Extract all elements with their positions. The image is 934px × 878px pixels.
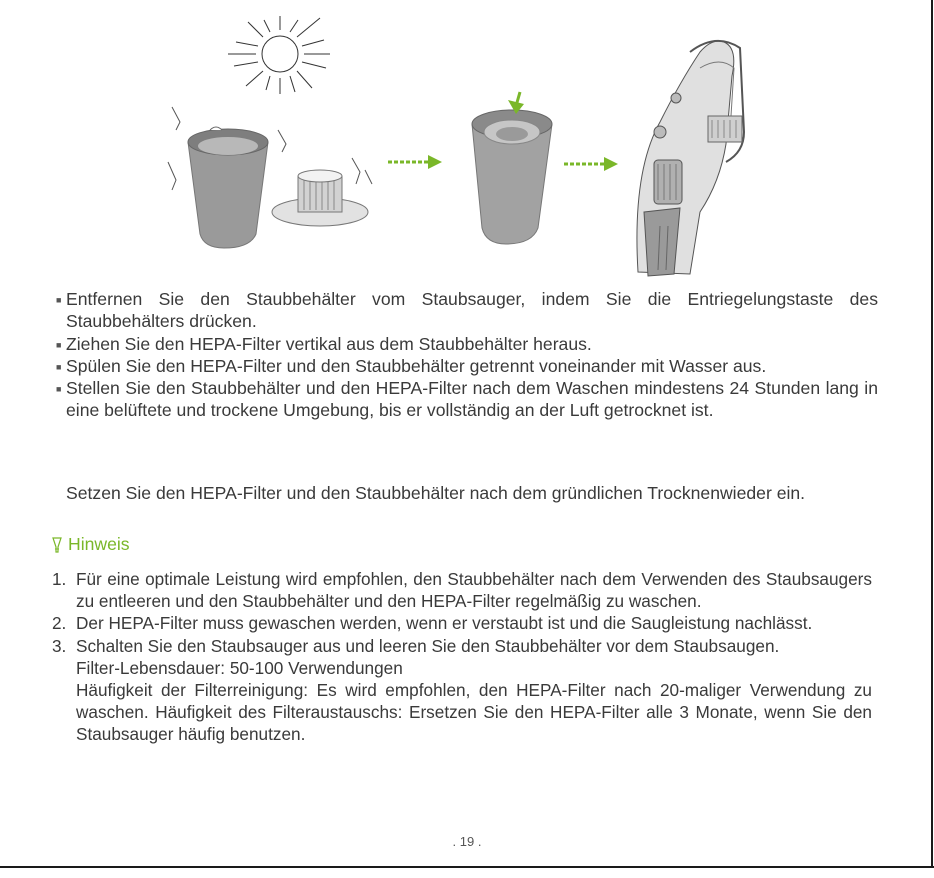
bullet-text: Spülen Sie den HEPA-Filter und den Staubbehälter getrennt voneinander mit Wasser aus. xyxy=(66,355,767,376)
bullet-marker: ■ xyxy=(56,339,62,350)
bullet-item xyxy=(56,288,878,333)
cleaning-frequency-text: Häufigkeit der Filterreinigung: Es wird empfohlen, den HEPA-Filter nach 20-maliger Verwendung zu waschen. Häufigkeit des Filteraustauschs: Ersetzen Sie den HEPA-Filter alle 3 Monate, wenn Sie den Staubsauger häufig benutzen. xyxy=(76,680,872,745)
bullet-item xyxy=(56,355,878,377)
cleaning-illustration xyxy=(160,12,760,284)
page-border-bottom xyxy=(0,866,934,868)
bullet-text: Ziehen Sie den HEPA-Filter vertikal aus dem Staubbehälter heraus. xyxy=(66,333,592,354)
arrow-right-icon xyxy=(388,155,442,169)
item-number: 2. xyxy=(52,613,67,634)
item-text: Für eine optimale Leistung wird empfohlen, den Staubbehälter nach dem Verwenden des Staubsaugers zu entleeren und den Staubbehälter und den HEPA-Filter regelmäßig zu waschen. xyxy=(76,569,872,612)
bullet-text: Stellen Sie den Staubbehälter und den HEPA-Filter nach dem Waschen mindestens 24 Stunden lang in eine belüftete und trockene Umgebung, bis er vollständig an der Luft getrocknet ist. xyxy=(66,378,878,421)
bullet-text: Entfernen Sie den Staubbehälter vom Staubsauger, indem Sie die Entriegelungstaste des Staubbehälters drücken. xyxy=(66,289,878,332)
bullet-marker: ■ xyxy=(56,384,62,395)
bullet-marker: ■ xyxy=(56,295,62,305)
dust-container-with-filter-image xyxy=(472,110,552,244)
instruction-bullets xyxy=(56,288,878,422)
lightbulb-icon xyxy=(50,536,64,554)
filter-life-text: Filter-Lebensdauer: 50-100 Verwendungen xyxy=(76,657,403,678)
bullet-item xyxy=(56,333,878,355)
item-text: Der HEPA-Filter muss gewaschen werden, wenn er verstaubt ist und die Saugleistung nachlässt. xyxy=(76,613,813,634)
hinweis-label: Hinweis xyxy=(68,534,130,554)
dust-container-image xyxy=(188,127,268,248)
hepa-filter-image xyxy=(272,170,368,226)
hinweis-heading xyxy=(50,534,130,555)
page-border-right xyxy=(931,0,933,866)
item-text: Schalten Sie den Staubsauger aus und leeren Sie den Staubbehälter vor dem Staubsaugen. xyxy=(76,635,780,656)
item-number: 3. xyxy=(52,635,67,656)
bullet-marker: ■ xyxy=(56,361,62,372)
bullet-item xyxy=(56,377,878,422)
item-number: 1. xyxy=(52,569,67,589)
sun-icon xyxy=(228,16,330,94)
reassemble-text: Setzen Sie den HEPA-Filter und den Staubbehälter nach dem gründlichen Trocknenwieder ein. xyxy=(66,483,806,503)
numbered-item xyxy=(52,612,872,634)
numbered-notes xyxy=(52,568,872,746)
numbered-item xyxy=(52,568,872,612)
numbered-item xyxy=(52,635,872,657)
handheld-vacuum-image xyxy=(637,41,744,276)
arrow-right-icon xyxy=(564,157,618,171)
page-number: . 19 . xyxy=(452,834,482,849)
